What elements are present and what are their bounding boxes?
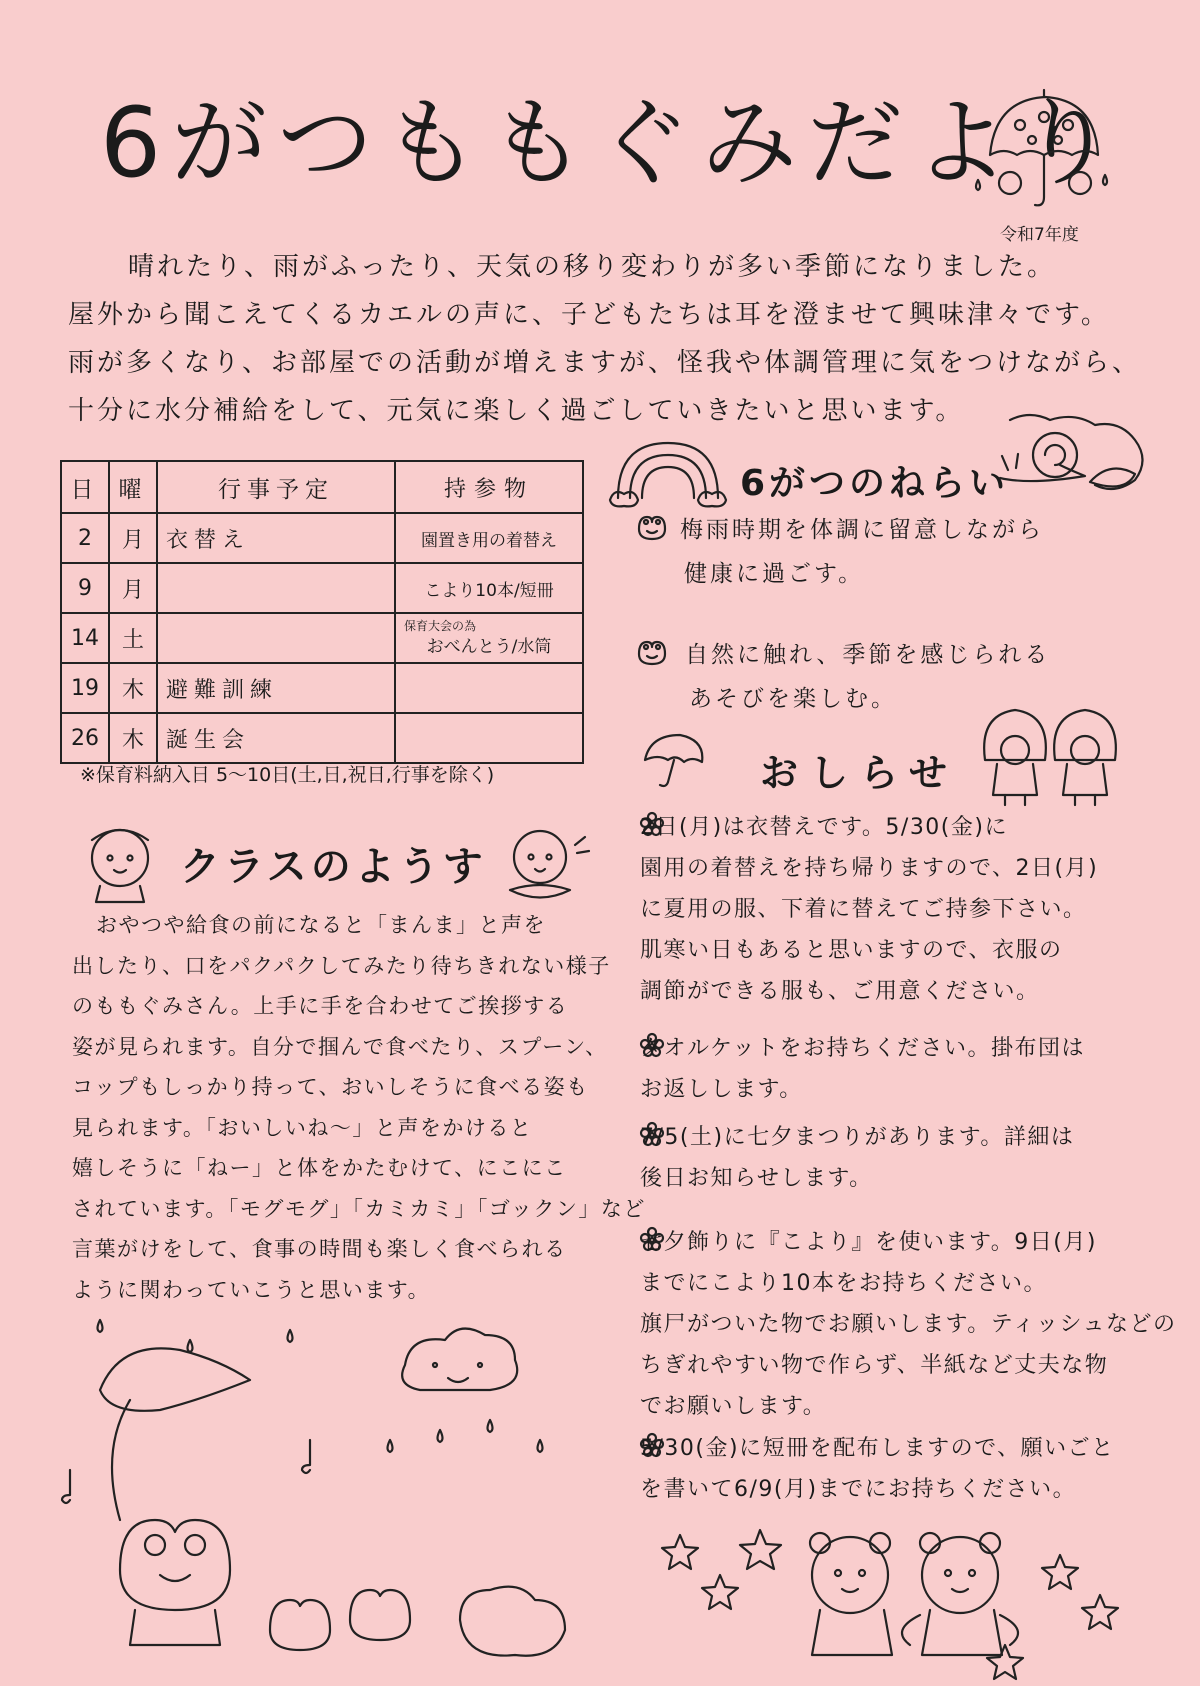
table-row (61, 713, 583, 763)
row-event: 避難訓練 (157, 663, 395, 713)
row-items: 園置き用の着替え (395, 513, 583, 563)
row-items: おべんとう/水筒 (426, 636, 552, 657)
class-line: 見られます。「おいしいね〜」と声をかけると (72, 1115, 533, 1140)
goal-line: 自然に触れ、季節を感じられる (685, 642, 1051, 668)
rainbow-illustration (608, 438, 728, 508)
row-item-note: 保育大会の為 (404, 618, 477, 633)
intro-line: 屋外から聞こえてくるカエルの声に、子どもたちは耳を澄ませて興味津々です。 (68, 300, 1110, 330)
class-heading: クラスのようす (180, 844, 487, 890)
class-line: 姿が見られます。自分で掴んで食べたり、スプーン、 (72, 1034, 608, 1059)
baby-illustration (495, 825, 595, 905)
row-day: 19 (61, 663, 109, 713)
row-items (395, 713, 583, 763)
goals-heading: 6がつのねらい (740, 463, 1010, 504)
table-row (61, 513, 583, 563)
notice-line: 調節ができる服も、ご用意ください。 (640, 979, 1040, 1004)
newsletter-title: 6がつももぐみだより (100, 87, 1126, 199)
goal-item (680, 508, 1044, 596)
schedule-header-row (61, 461, 583, 513)
umbrella-illustration (980, 85, 1110, 215)
row-items: こより10本/短冊 (395, 563, 583, 613)
table-row (61, 613, 583, 663)
notice-line: 園用の着替えを持ち帰りますので、2日(月) (640, 856, 1099, 881)
row-items-cell (395, 613, 583, 663)
row-weekday: 木 (109, 663, 157, 713)
notice-line: 七夕飾りに『こより』を使います。9日(月) (640, 1230, 1097, 1255)
notice-line: 2日(月)は衣替えです。5/30(金)に (640, 815, 1008, 840)
children-raincoat-illustration (975, 700, 1125, 810)
notice-line: 7/5(土)に七夕まつりがあります。詳細は (640, 1125, 1075, 1150)
class-line: のももぐみさん。上手に手を合わせてご挨拶する (72, 994, 569, 1018)
notice-item (640, 1428, 1160, 1510)
row-items (395, 663, 583, 713)
intro-line: 晴れたり、雨がふったり、天気の移り変わりが多い季節になりました。 (128, 252, 1057, 282)
notice-line: までにこより10本をお持ちください。 (640, 1271, 1047, 1296)
row-event: 衣替え (157, 513, 395, 563)
goal-line: 梅雨時期を体調に留意しながら (680, 517, 1044, 543)
class-line: ように関わっていこうと思います。 (72, 1277, 431, 1302)
notice-line: を書いて6/9(月)までにお持ちください。 (640, 1477, 1077, 1502)
notice-line: 5/30(金)に短冊を配布しますので、願いごと (640, 1436, 1115, 1461)
intro-line: 十分に水分補給をして、元気に楽しく過ごしていきたいと思います。 (68, 396, 965, 426)
goal-line: あそびを楽しむ。 (689, 686, 897, 712)
row-event: 誕生会 (157, 713, 395, 763)
notices-heading: おしらせ (760, 751, 959, 795)
notice-line: に夏用の服、下着に替えてご持参下さい。 (640, 897, 1087, 922)
row-day: 14 (61, 613, 109, 663)
row-weekday: 月 (109, 513, 157, 563)
notice-line: タオルケットをお持ちください。掛布団は (640, 1036, 1085, 1061)
class-line: 嬉しそうに「ねー」と体をかたむけて、にこにこ (72, 1156, 567, 1180)
snail-illustration (990, 410, 1150, 500)
col-weekday: 曜 (109, 461, 157, 513)
row-weekday: 木 (109, 713, 157, 763)
row-day: 9 (61, 563, 109, 613)
frog-icon (635, 515, 669, 541)
row-weekday: 土 (109, 613, 157, 663)
fee-note: ※保育料納入日 5〜10日(土,日,祝日,行事を除く) (80, 764, 495, 786)
intro-text (68, 243, 1168, 435)
row-day: 26 (61, 713, 109, 763)
notice-line: お返しします。 (640, 1077, 803, 1102)
notice-item (640, 1222, 1177, 1427)
notice-line: 旗尸がついた物でお願いします。ティッシュなどの (640, 1312, 1177, 1337)
notice-item (640, 1117, 1160, 1199)
notice-line: 肌寒い日もあると思いますので、衣服の (640, 938, 1063, 963)
fiscal-year: 令和7年度 (1000, 225, 1079, 245)
notice-item (640, 807, 1160, 1012)
class-line: コップもしっかり持って、おいしそうに食べる姿も (72, 1075, 589, 1099)
schedule-table (60, 460, 584, 764)
umbrella-small-illustration (640, 730, 710, 790)
stars-bears-illustration (660, 1515, 1150, 1665)
goal-line: 健康に過ごす。 (684, 561, 865, 587)
frogs-rain-illustration (60, 1320, 620, 1660)
col-day: 日 (61, 461, 109, 513)
class-body (72, 905, 646, 1310)
row-event (157, 613, 395, 663)
class-line: 言葉がけをして、食事の時間も楽しく食べられる (72, 1237, 567, 1261)
row-day: 2 (61, 513, 109, 563)
row-event (157, 563, 395, 613)
intro-line: 雨が多くなり、お部屋での活動が増えますが、怪我や体調管理に気をつけながら、 (68, 348, 1142, 378)
row-weekday: 月 (109, 563, 157, 613)
notice-line: 後日お知らせします。 (640, 1166, 873, 1191)
class-line: されています。「モグモグ」「カミカミ」「ゴックン」など (72, 1196, 646, 1221)
notice-line: でお願いします。 (640, 1394, 827, 1419)
class-line: 出したり、口をパクパクしてみたり待ちきれない様子 (72, 953, 611, 978)
table-row (61, 563, 583, 613)
class-line: おやつや給食の前になると「まんま」と声を (96, 913, 546, 937)
frog-icon (635, 640, 669, 666)
child-illustration (70, 820, 170, 905)
col-event: 行事予定 (157, 461, 395, 513)
notice-line: ちぎれやすい物で作らず、半紙など丈夫な物 (640, 1353, 1109, 1378)
col-items: 持参物 (395, 461, 583, 513)
notice-item (640, 1028, 1160, 1110)
table-row (61, 663, 583, 713)
